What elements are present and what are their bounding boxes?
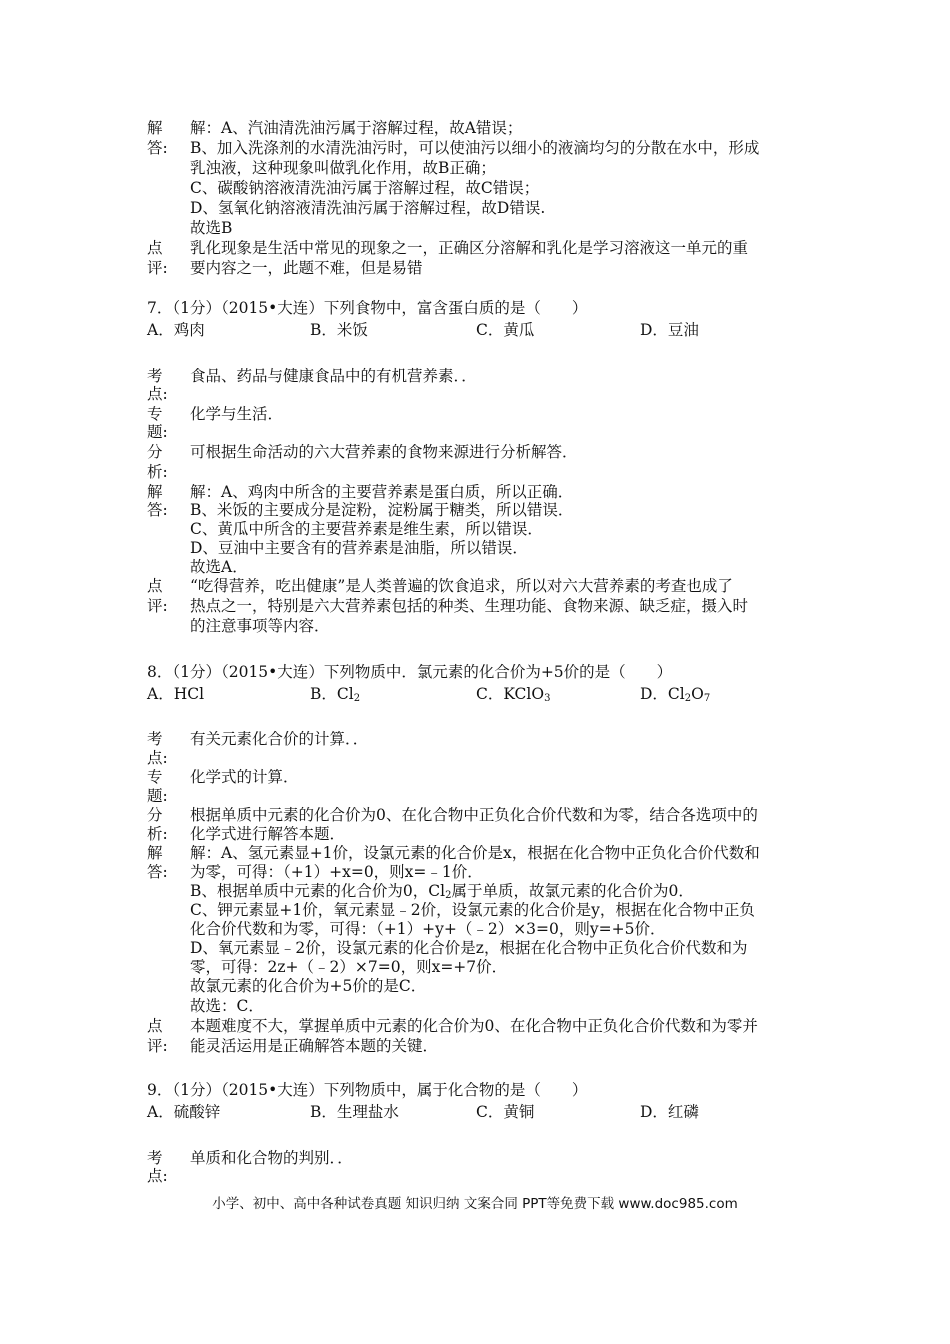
label-ping: 评: bbox=[147, 259, 168, 277]
label-zhuan: 专 bbox=[147, 405, 163, 423]
label-dian: 点: bbox=[147, 1167, 168, 1185]
answer-line: 故选B bbox=[190, 219, 233, 237]
label-dian: 点 bbox=[147, 577, 163, 595]
q8-option-b: B．$Cl_2$ bbox=[310, 685, 361, 704]
q9-option-b: B．生理盐水 bbox=[310, 1103, 399, 1121]
answer-line: 故选A． bbox=[190, 558, 248, 576]
fenxi-text: 可根据生命活动的六大营养素的食物来源进行分析解答． bbox=[190, 443, 578, 461]
answer-line: 乳浊液，这种现象叫做乳化作用，故B正确； bbox=[190, 159, 496, 177]
comment-line: 热点之一，特别是六大营养素包括的种类、生理功能、食物来源、缺乏症，摄入时 bbox=[190, 597, 749, 615]
answer-line: 解：A、鸡肉中所含的主要营养素是蛋白质，所以正确． bbox=[190, 483, 574, 501]
answer-line: 解：A、氢元素显+1价，设氯元素的化合价是x，根据在化合物中正负化合价代数和 bbox=[190, 844, 760, 862]
q8-option-c: C．KClO$_3$ bbox=[476, 685, 551, 704]
label-jie: 解 bbox=[147, 483, 163, 501]
label-ti: 题: bbox=[147, 787, 168, 805]
answer-line: C、钾元素显+1价，氧元素显﹣2价，设氯元素的化合价是y，根据在化合物中正负 bbox=[190, 901, 755, 919]
comment-line: 要内容之一，此题不难，但是易错 bbox=[190, 259, 423, 277]
label-da: 答: bbox=[147, 139, 168, 157]
q8-option-d: D．$Cl_2O_7$ bbox=[640, 685, 711, 704]
label-kao: 考 bbox=[147, 730, 163, 748]
zhuanti-text: 化学式的计算． bbox=[190, 768, 299, 786]
q8-option-a: A．HCl bbox=[147, 685, 205, 703]
label-kao: 考 bbox=[147, 1149, 163, 1167]
q9-option-a: A．硫酸锌 bbox=[147, 1103, 221, 1121]
label-ping: 评: bbox=[147, 597, 168, 615]
q7-option-b: B．米饭 bbox=[310, 321, 368, 339]
label-zhuan: 专 bbox=[147, 768, 163, 786]
answer-line: B、根据单质中元素的化合价为0，$Cl_2$属于单质，故氯元素的化合价为0． bbox=[190, 882, 694, 901]
kaodian-text: 单质和化合物的判别．． bbox=[190, 1149, 353, 1167]
answer-line: C、黄瓜中所含的主要营养素是维生素，所以错误． bbox=[190, 520, 543, 538]
question-7-stem: 7．（1分）（2015•大连）下列食物中，富含蛋白质的是（ ） bbox=[147, 299, 588, 317]
label-jie: 解 bbox=[147, 844, 163, 862]
label-da: 答: bbox=[147, 863, 168, 881]
answer-line: 为零，可得：（+1）+x=0，则x=﹣1价． bbox=[190, 863, 483, 881]
page-footer: 小学、初中、高中各种试卷真题 知识归纳 文案合同 PPT等免费下载 www.doc985.com bbox=[212, 1196, 738, 1212]
comment-line: 的注意事项等内容． bbox=[190, 617, 330, 635]
label-fen: 分 bbox=[147, 806, 163, 824]
comment-line: 乳化现象是生活中常见的现象之一，正确区分溶解和乳化是学习溶液这一单元的重 bbox=[190, 239, 749, 257]
answer-line: B、加入洗涤剂的水清洗油污时，可以使油污以细小的液滴均匀的分散在水中，形成 bbox=[190, 139, 760, 157]
answer-line: C、碳酸钠溶液清洗油污属于溶解过程，故C错误； bbox=[190, 179, 540, 197]
label-jie: 解 bbox=[147, 119, 163, 137]
zhuanti-text: 化学与生活． bbox=[190, 405, 284, 423]
kaodian-text: 有关元素化合价的计算．． bbox=[190, 730, 369, 748]
comment-line: “吃得营养，吃出健康”是人类普遍的饮食追求，所以对六大营养素的考查也成了 bbox=[190, 577, 733, 595]
q7-option-d: D．豆油 bbox=[640, 321, 699, 339]
answer-line: B、米饭的主要成分是淀粉，淀粉属于糖类，所以错误． bbox=[190, 501, 574, 519]
label-kao: 考 bbox=[147, 367, 163, 385]
label-xi: 析: bbox=[147, 825, 168, 843]
answer-line: 故氯元素的化合价为+5价的是C． bbox=[190, 977, 427, 995]
label-ping: 评: bbox=[147, 1037, 168, 1055]
comment-line: 本题难度不大，掌握单质中元素的化合价为0、在化合物中正负化合价代数和为零并 bbox=[190, 1017, 758, 1035]
kaodian-text: 食品、药品与健康食品中的有机营养素．． bbox=[190, 367, 477, 385]
label-da: 答: bbox=[147, 501, 168, 519]
answer-line: 零，可得：2z+（﹣2）×7=0，则x=+7价． bbox=[190, 958, 508, 976]
label-dian: 点 bbox=[147, 239, 163, 257]
answer-line: D、氢氧化钠溶液清洗油污属于溶解过程，故D错误. bbox=[190, 199, 546, 217]
answer-line: 故选：C． bbox=[190, 997, 264, 1015]
fenxi-text: 化学式进行解答本题． bbox=[190, 825, 346, 843]
q9-option-d: D．红磷 bbox=[640, 1103, 699, 1121]
q7-option-a: A．鸡肉 bbox=[147, 321, 205, 339]
answer-line: D、豆油中主要含有的营养素是油脂，所以错误． bbox=[190, 539, 528, 557]
q9-option-c: C．黄铜 bbox=[476, 1103, 535, 1121]
q7-option-c: C．黄瓜 bbox=[476, 321, 535, 339]
question-9-stem: 9．（1分）（2015•大连）下列物质中，属于化合物的是（ ） bbox=[147, 1081, 588, 1099]
answer-line: D、氧元素显﹣2价，设氯元素的化合价是z，根据在化合物中正负化合价代数和为 bbox=[190, 939, 748, 957]
label-dian: 点: bbox=[147, 749, 168, 767]
label-dian: 点: bbox=[147, 385, 168, 403]
label-xi: 析: bbox=[147, 463, 168, 481]
question-8-stem: 8．（1分）（2015•大连）下列物质中．氯元素的化合价为+5价的是（ ） bbox=[147, 663, 673, 681]
label-dian: 点 bbox=[147, 1017, 163, 1035]
comment-line: 能灵活运用是正确解答本题的关键． bbox=[190, 1037, 439, 1055]
label-fen: 分 bbox=[147, 443, 163, 461]
answer-line: 解：A、汽油清洗油污属于溶解过程，故A错误； bbox=[190, 119, 523, 137]
answer-line: 化合价代数和为零，可得：（+1）+y+（﹣2）×3=0，则y=+5价． bbox=[190, 920, 666, 938]
fenxi-text: 根据单质中元素的化合价为0、在化合物中正负化合价代数和为零，结合各选项中的 bbox=[190, 806, 758, 824]
label-ti: 题: bbox=[147, 423, 168, 441]
